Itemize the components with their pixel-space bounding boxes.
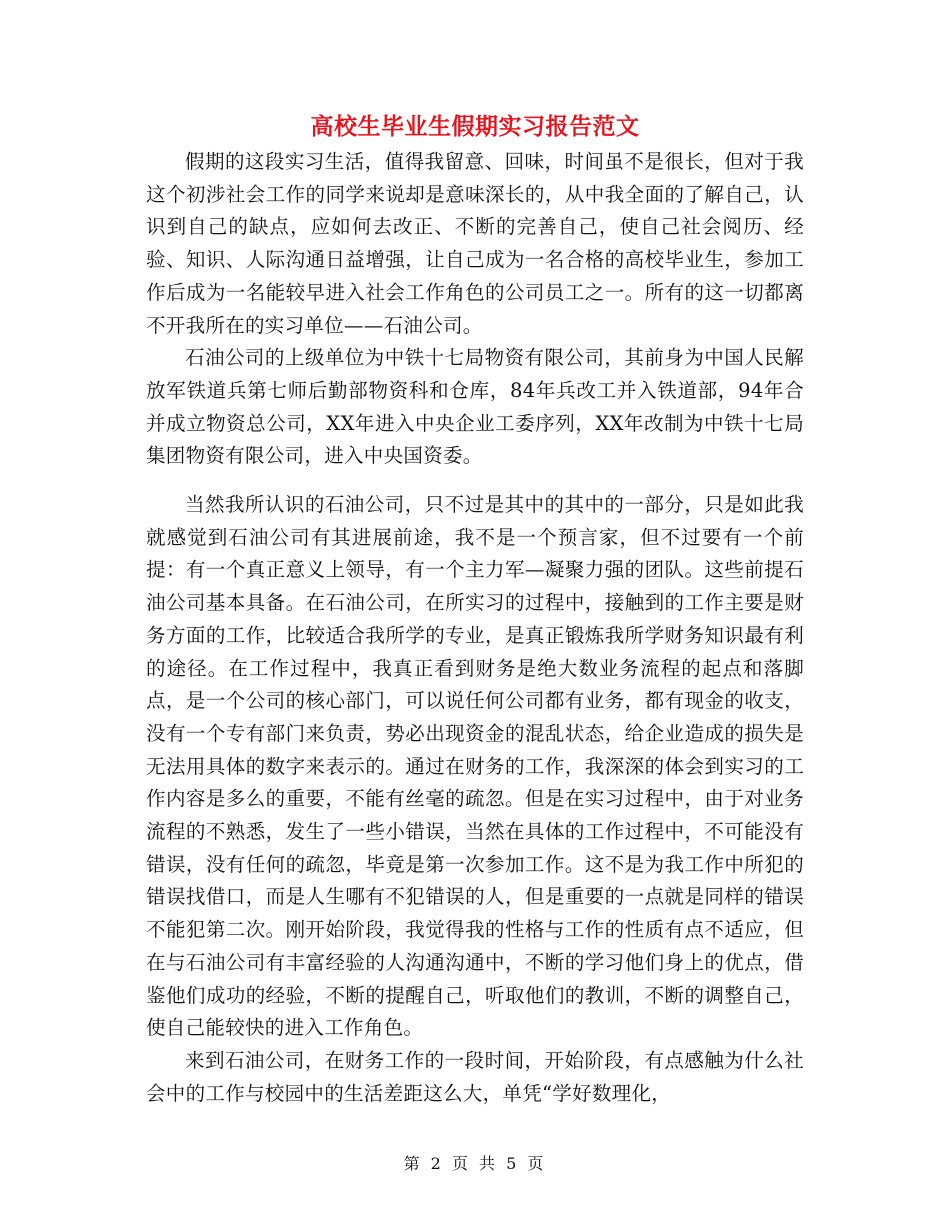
paragraph-2: 石油公司的上级单位为中铁十七局物资有限公司，其前身为中国人民解放军铁道兵第七师后勤部物资科和仓库，84年兵改工并入铁道部，94年合并成立物资总公司，XX年进入中央企业工委序列，XX年改制为中铁十七局集团物资有限公司，进入中央国资委。 xyxy=(146,346,804,468)
page-number-footer: 第 2 页 共 5 页 xyxy=(403,1154,547,1173)
document-title: 高校生毕业生假期实习报告范文 xyxy=(310,113,640,140)
paragraph-4: 来到石油公司，在财务工作的一段时间，开始阶段，有点感触为什么社会中的工作与校园中的生活差距这么大，单凭“学好数理化， xyxy=(146,1048,804,1105)
paragraph-1: 假期的这段实习生活，值得我留意、回味，时间虽不是很长，但对于我这个初涉社会工作的同学来说却是意味深长的，从中我全面的了解自己，认识到自己的缺点，应如何去改正、不断的完善自己，使自己社会阅历、经验、知识、人际沟通日益增强，让自己成为一名合格的高校毕业生，参加工作后成为一名能较早进入社会工作角色的公司员工之一。所有的这一切都离不开我所在的实习单位——石油公司。 xyxy=(146,150,804,337)
document-page xyxy=(146,108,804,1110)
paragraph-3: 当然我所认识的石油公司，只不过是其中的其中的一部分，只是如此我就感觉到石油公司有其进展前途，我不是一个预言家，但不过要有一个前提：有一个真正意义上领导，有一个主力军—凝聚力强的团队。这些前提石油公司基本具备。在石油公司，在所实习的过程中，接触到的工作主要是财务方面的工作，比较适合我所学的专业，是真正锻炼我所学财务知识最有利的途径。在工作过程中，我真正看到财务是绝大数业务流程的起点和落脚点，是一个公司的核心部门，可以说任何公司都有业务，都有现金的收支，没有一个专有部门来负责，势必出现资金的混乱状态，给企业造成的损失是无法用具体的数字来表示的。通过在财务的工作，我深深的体会到实习的工作内容是多么的重要，不能有丝毫的疏忽。但是在实习过程中，由于对业务流程的不熟悉，发生了一些小错误，当然在具体的工作过程中，不可能没有错误，没有任何的疏忽，毕竟是第一次参加工作。这不是为我工作中所犯的错误找借口，而是人生哪有不犯错误的人，但是重要的一点就是同样的错误不能犯第二次。刚开始阶段，我觉得我的性格与工作的性质有点不适应，但在与石油公司有丰富经验的人沟通沟通中，不断的学习他们身上的优点，借鉴他们成功的经验，不断的提醒自己，听取他们的教训，不断的调整自己，使自己能较快的进入工作角色。 xyxy=(146,493,804,1040)
